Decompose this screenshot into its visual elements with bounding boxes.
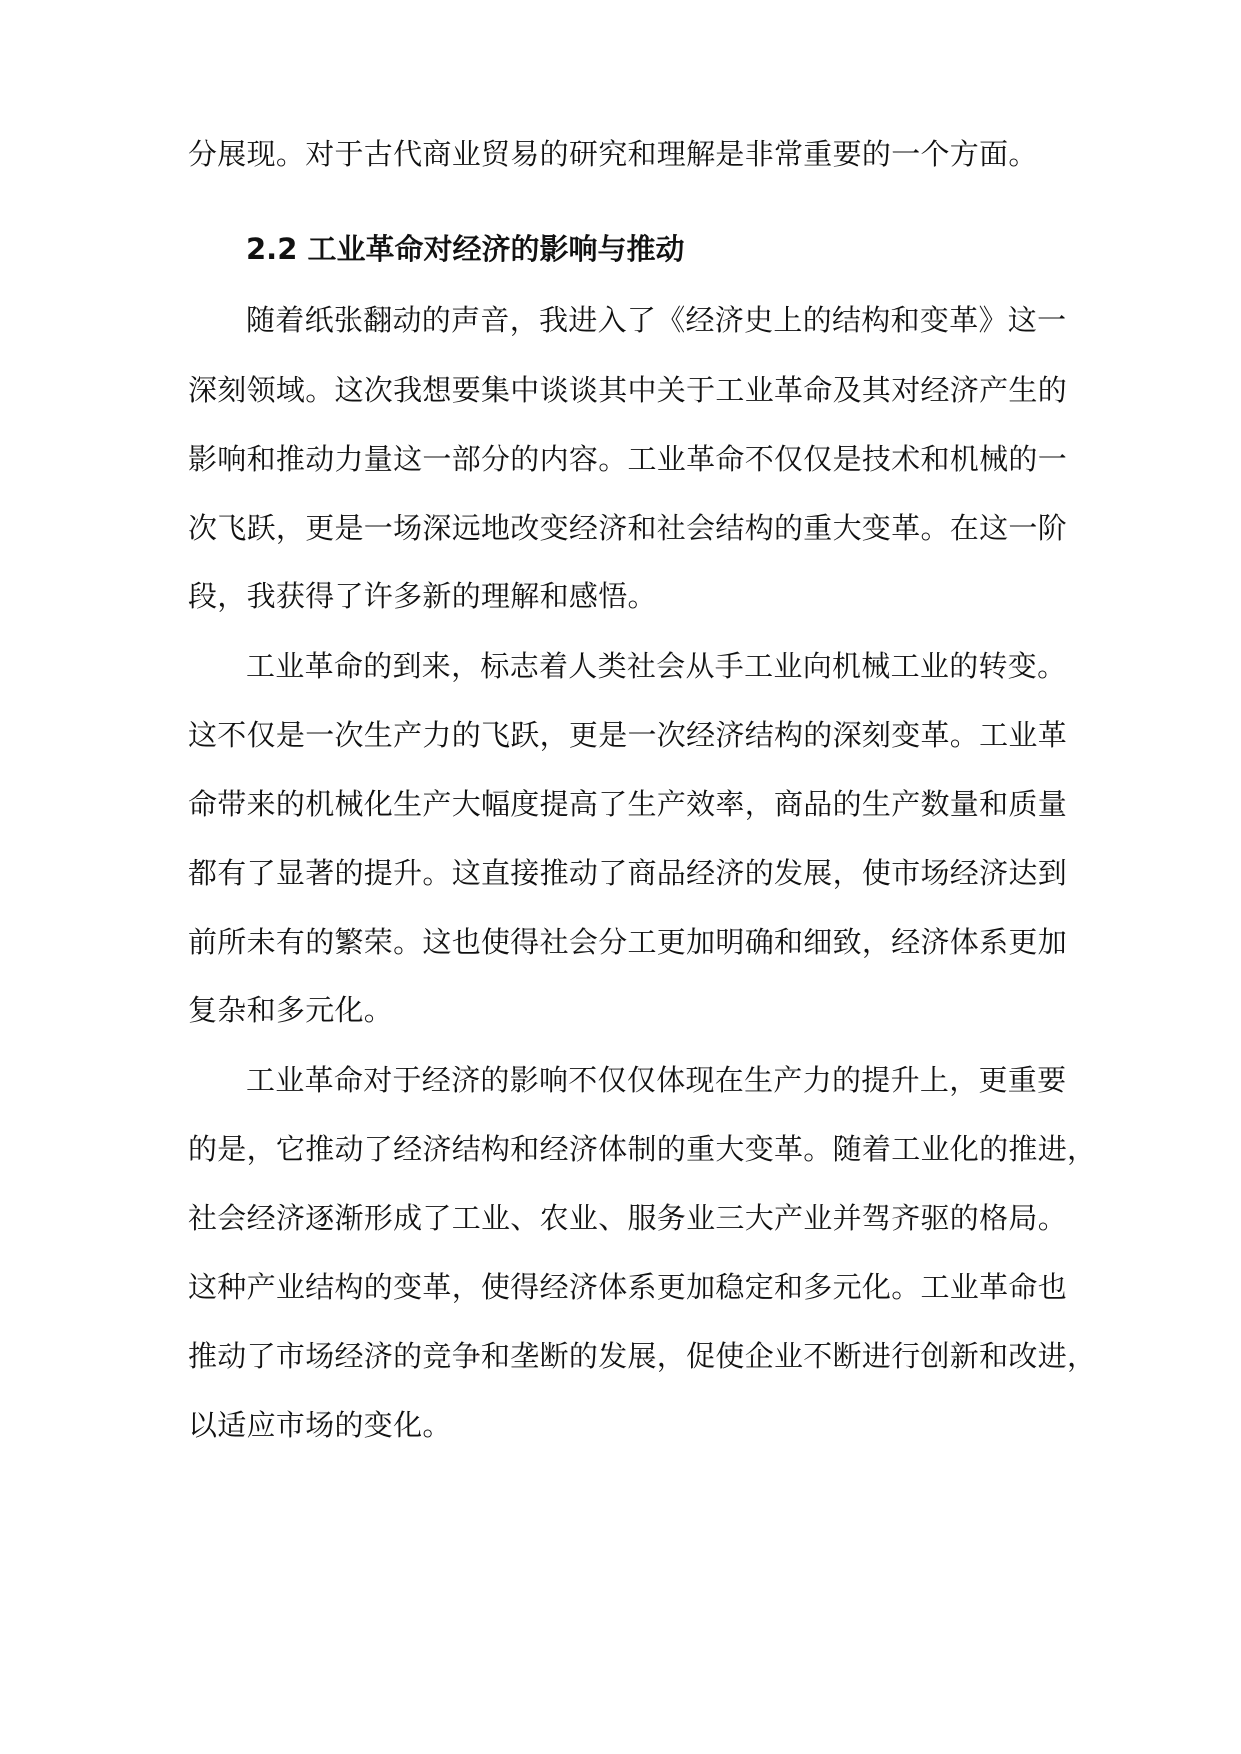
section-heading: 2.2 工业革命对经济的影响与推动 xyxy=(246,232,685,266)
paragraph-1-line-1: 随着纸张翻动的声音，我进入了《经济史上的结构和变革》这一 xyxy=(246,303,1067,337)
paragraph-1-line-2: 深刻领域。这次我想要集中谈谈其中关于工业革命及其对经济产生的 xyxy=(188,373,1068,407)
paragraph-3-line-6: 以适应市场的变化。 xyxy=(188,1408,452,1442)
paragraph-2-line-6: 复杂和多元化。 xyxy=(188,993,394,1027)
paragraph-2-line-1: 工业革命的到来，标志着人类社会从手工业向机械工业的转变。 xyxy=(246,649,1067,683)
paragraph-2-line-4: 都有了显著的提升。这直接推动了商品经济的发展，使市场经济达到 xyxy=(188,856,1068,890)
paragraph-2-line-3: 命带来的机械化生产大幅度提高了生产效率，商品的生产数量和质量 xyxy=(188,787,1068,821)
paragraph-3-line-4: 这种产业结构的变革，使得经济体系更加稳定和多元化。工业革命也 xyxy=(188,1270,1068,1304)
paragraph-3-line-2: 的是，它推动了经济结构和经济体制的重大变革。随着工业化的推进， xyxy=(188,1132,1097,1166)
paragraph-1-line-4: 次飞跃，更是一场深远地改变经济和社会结构的重大变革。在这一阶 xyxy=(188,511,1068,545)
paragraph-3-line-1: 工业革命对于经济的影响不仅仅体现在生产力的提升上，更重要 xyxy=(246,1063,1067,1097)
paragraph-1-line-5: 段，我获得了许多新的理解和感悟。 xyxy=(188,579,657,613)
paragraph-2-line-2: 这不仅是一次生产力的飞跃，更是一次经济结构的深刻变革。工业革 xyxy=(188,718,1068,752)
intro-line: 分展现。对于古代商业贸易的研究和理解是非常重要的一个方面。 xyxy=(188,137,1038,171)
paragraph-3-line-5: 推动了市场经济的竞争和垄断的发展，促使企业不断进行创新和改进， xyxy=(188,1339,1097,1373)
paragraph-1-line-3: 影响和推动力量这一部分的内容。工业革命不仅仅是技术和机械的一 xyxy=(188,442,1068,476)
paragraph-3-line-3: 社会经济逐渐形成了工业、农业、服务业三大产业并驾齐驱的格局。 xyxy=(188,1201,1068,1235)
paragraph-2-line-5: 前所未有的繁荣。这也使得社会分工更加明确和细致，经济体系更加 xyxy=(188,925,1068,959)
